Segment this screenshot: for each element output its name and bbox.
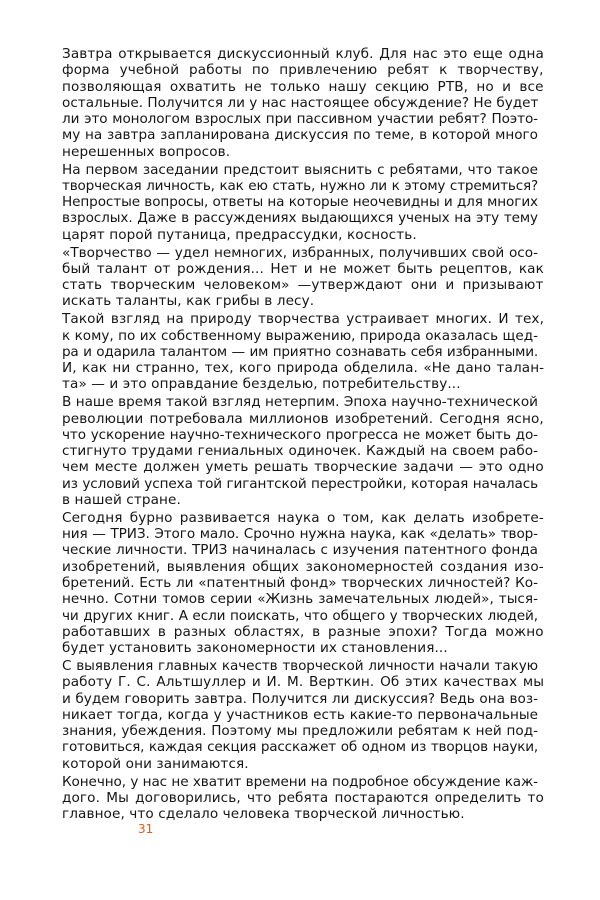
text-line: искать таланты, как грибы в лесу.	[62, 293, 315, 310]
text-line: стигнуто трудами гениальных одиночек. Каждый на своем рабо-	[62, 443, 538, 460]
text-line: Сегодня бурно развивается наука о том, как делать изобрете-	[62, 509, 544, 526]
text-line: Такой взгляд на природу творчества устраивает многих. И тех,	[62, 311, 544, 328]
text-line: В наше время такой взгляд нетерпим. Эпоха научно-технической	[62, 394, 538, 411]
text-line: ния — ТРИЗ. Этого мало. Срочно нужна наука, как «делать» твор-	[62, 526, 538, 543]
text-line: никает тогда, когда у участников есть какие-то первоначальные	[62, 706, 538, 723]
text-line: остальные. Получится ли у нас настоящее обсуждение? Не будет	[62, 94, 539, 111]
text-line: ра и одарила талантом — им приятно сознавать себя избранными.	[62, 343, 538, 360]
paragraph	[62, 509, 544, 657]
text-line: нечно. Сотни томов серии «Жизнь замечательных людей», тыся-	[62, 591, 538, 608]
text-line: му на завтра запланирована дискуссия по теме, в которой много	[62, 127, 538, 144]
text-line: главное, что сделало человека творческой личностью.	[62, 806, 465, 823]
paragraph	[62, 244, 544, 310]
text-line: дого. Мы договорились, что ребята постараются определить то	[62, 789, 544, 806]
text-line: С выявления главных качеств творческой личности начали такую	[62, 657, 538, 674]
text-line: стать творческим человеком» —утверждают они и призывают	[62, 277, 544, 294]
text-line: изобретений, выявления общих закономерностей создания изо-	[62, 558, 544, 575]
text-line: та» — и это оправдание безделью, потребительству...	[62, 376, 461, 393]
text-line: ческие личности. ТРИЗ начиналась с изучения патентного фонда	[62, 542, 538, 559]
text-line: в нашей стране.	[62, 492, 181, 509]
text-line: бый талант от рождения... Нет и не может быть рецептов, как	[62, 260, 544, 277]
text-line: работу Г. С. Альтшуллер и И. М. Верткин. Об этих качествах мы	[62, 674, 545, 691]
text-line: Конечно, у нас не хватит времени на подробное обсуждение каж-	[62, 773, 538, 790]
text-line: И, как ни странно, тех, кого природа обделила. «Не дано талан-	[62, 360, 545, 377]
text-line: к кому, по их собственному выражению, природа оказалась щед-	[62, 327, 538, 344]
text-line: нерешенных вопросов.	[62, 143, 231, 160]
text-line: работавших в разных областях, в разные эпохи? Тогда можно	[62, 623, 544, 640]
paragraph	[62, 162, 538, 243]
paragraph	[62, 657, 545, 772]
text-line: ли это монологом взрослых при пассивном участии ребят? Поэто-	[62, 111, 538, 128]
text-line: готовиться, каждая секция расскажет об одном из творцов науки,	[62, 739, 538, 756]
paragraph	[62, 773, 544, 823]
text-line: чем месте должен уметь решать творческие задачи — это одно	[62, 459, 544, 476]
text-line: бретений. Есть ли «патентный фонд» творческих личностей? Ко-	[62, 575, 538, 591]
text-line: из условий успеха той гигантской перестройки, которая началась	[62, 475, 538, 492]
page-body	[62, 46, 545, 824]
text-line: форма учебной работы по привлечению ребят к творчеству,	[62, 62, 544, 79]
text-line: взрослых. Даже в рассуждениях выдающихся ученых на эту тему	[62, 210, 538, 227]
text-line: На первом заседании предстоит выяснить с ребятами, что такое	[62, 161, 538, 178]
text-line: которой они занимаются.	[62, 755, 249, 772]
text-line: революции потребовала миллионов изобретений. Сегодня ясно,	[62, 410, 544, 427]
text-line: царят порой путаница, предрассудки, косность.	[62, 226, 417, 243]
text-line: и будем говорить завтра. Получится ли дискуссия? Ведь она воз-	[62, 690, 538, 707]
text-line: Завтра открывается дискуссионный клуб. Для нас это еще одна	[62, 46, 544, 62]
text-line: что ускорение научно-технического прогресса не может быть до-	[62, 426, 538, 443]
text-line: Непростые вопросы, ответы на которые неочевидны и для многих	[62, 194, 538, 211]
paragraph	[62, 311, 545, 393]
text-line: позволяющая охватить не только нашу секцию РТВ, но и все	[62, 78, 544, 95]
text-line: знания, убеждения. Поэтому мы предложили ребятам к ней под-	[62, 723, 538, 740]
text-line: творческая личность, как ею стать, нужно ли к этому стремиться?	[62, 177, 538, 194]
text-line: «Творчество — удел немногих, избранных, получивших свой осо-	[62, 244, 538, 261]
text-line: будет установить закономерности их становления...	[62, 640, 448, 657]
text-line: чи других книг. А если поискать, что общего у творческих людей,	[62, 607, 538, 624]
paragraph	[62, 46, 544, 160]
paragraph	[62, 394, 544, 509]
page-number: 31	[138, 822, 154, 836]
